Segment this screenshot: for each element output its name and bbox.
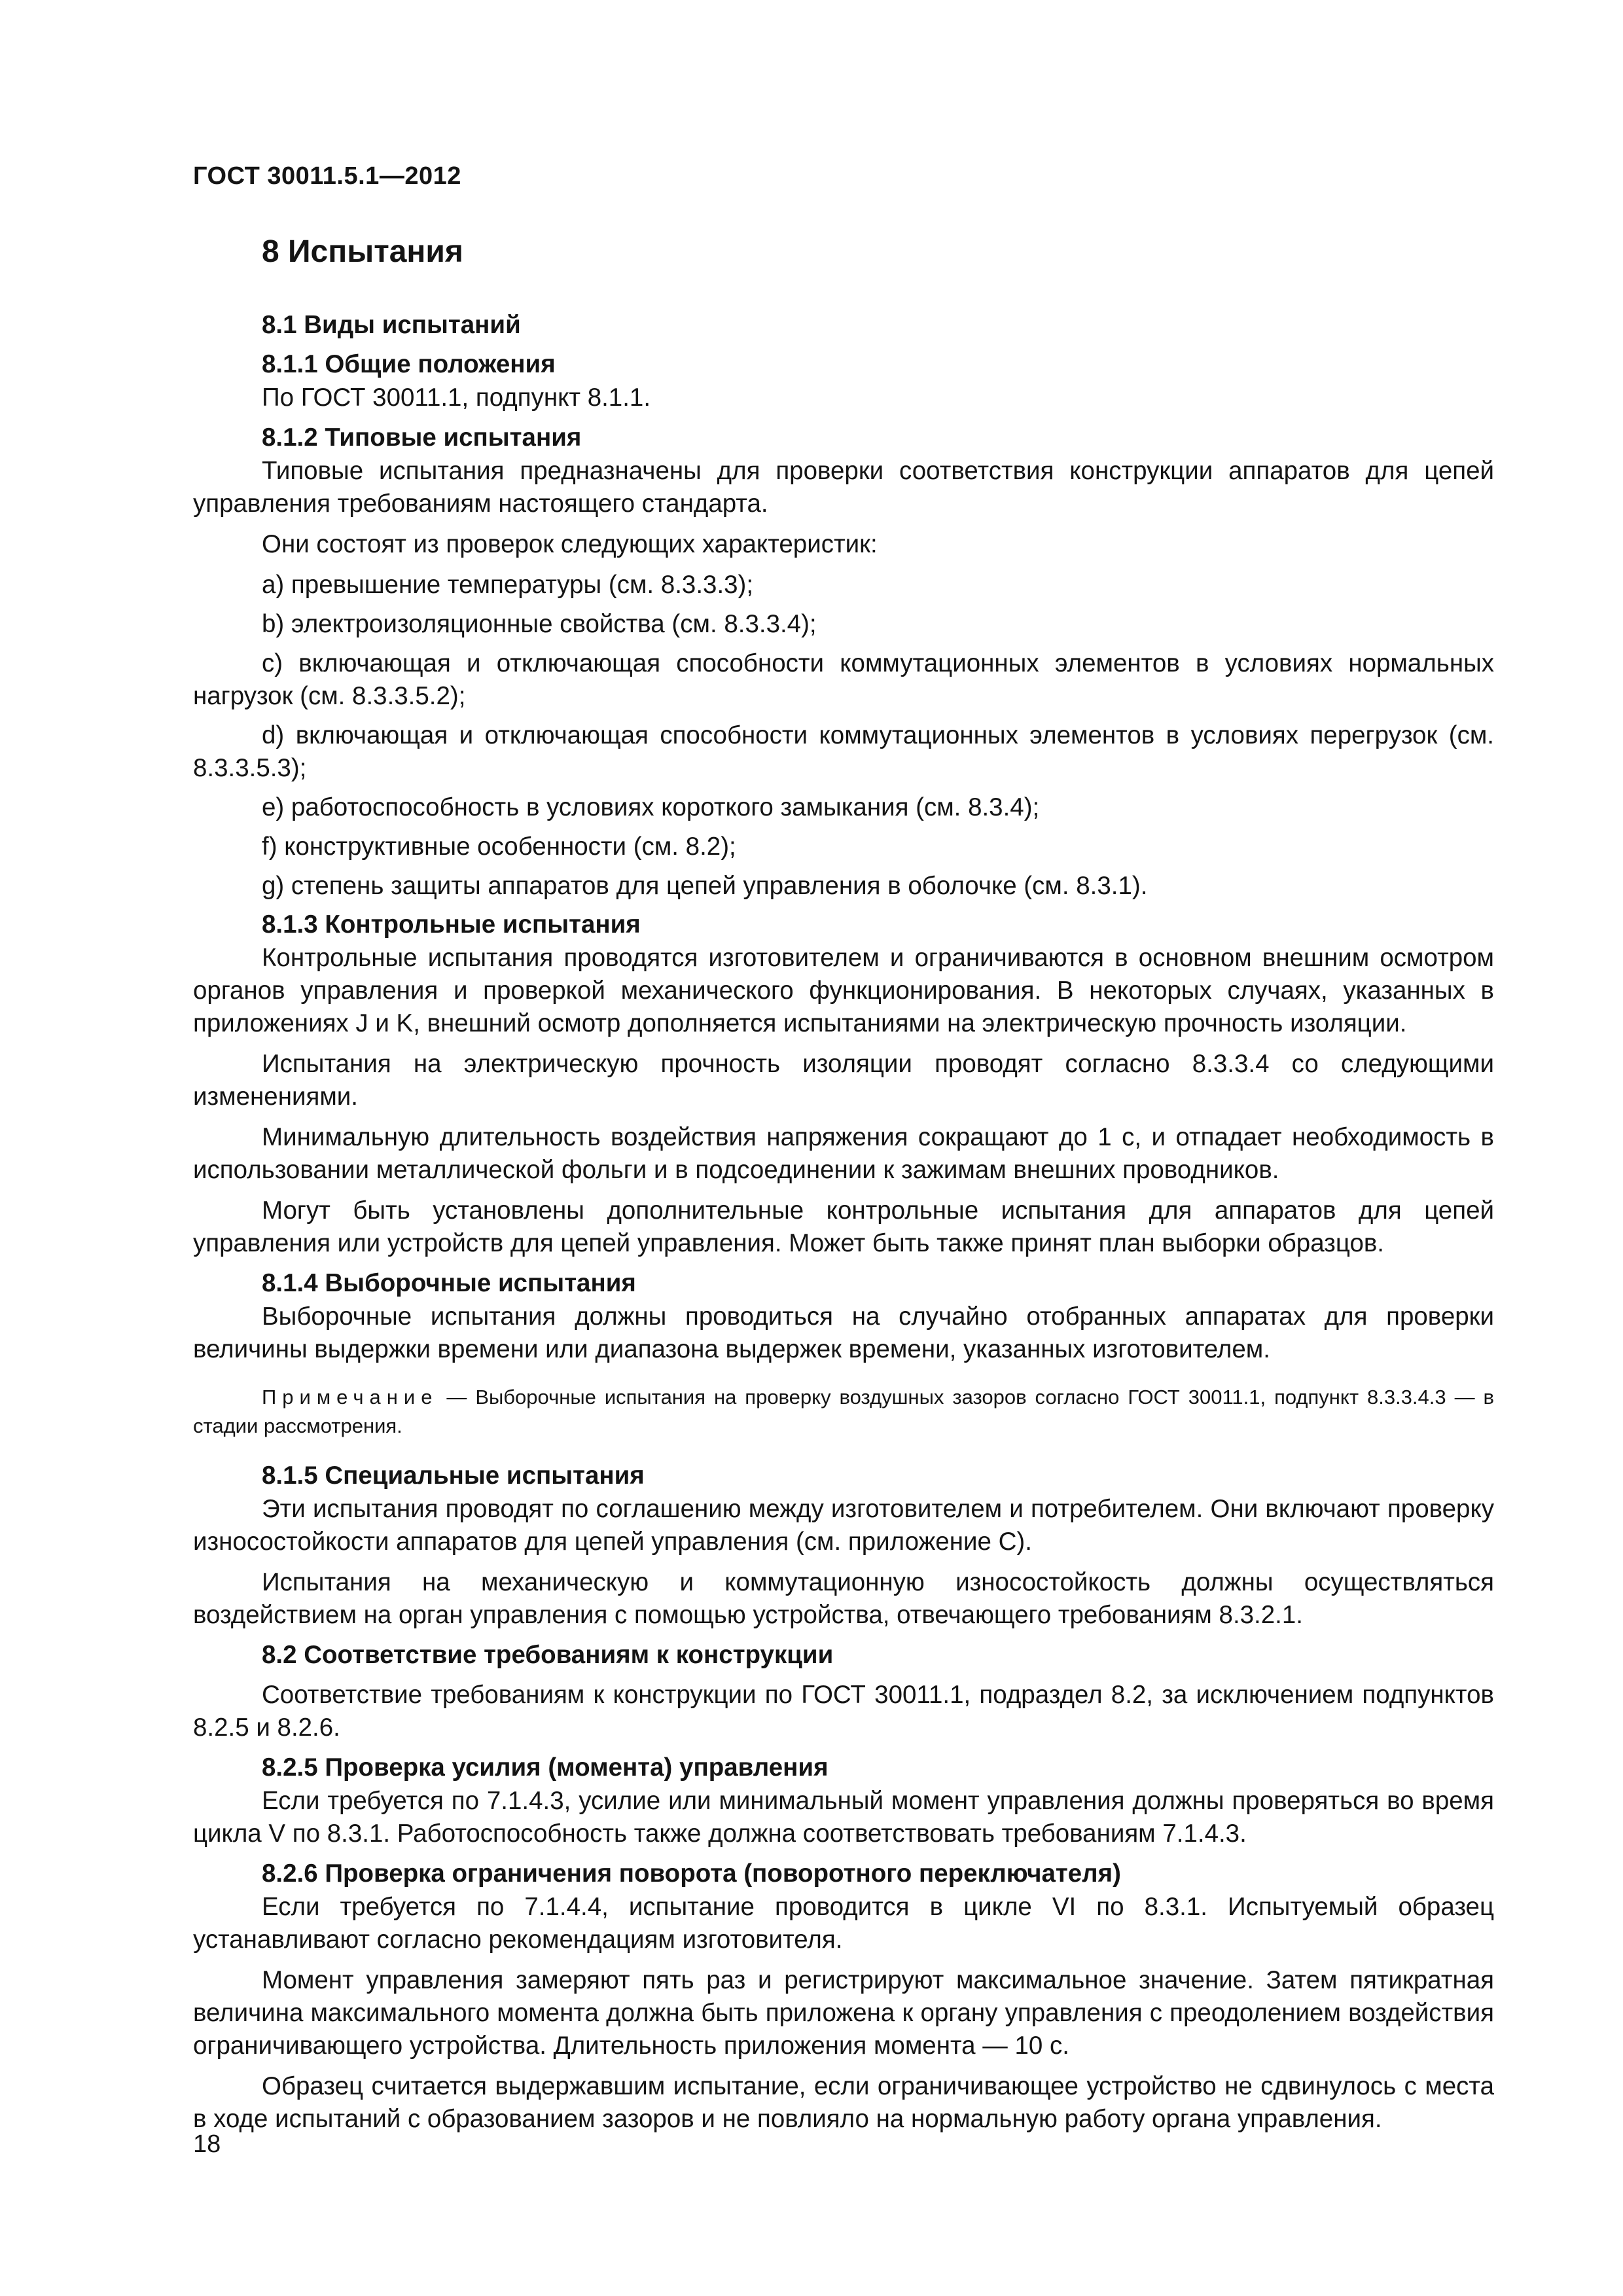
clause-8-2-6-paragraph: Если требуется по 7.1.4.4, испытание проводится в цикле VI по 8.3.1. Испытуемый образец устанавливают согласно рекомендациям изготовителя.	[193, 1893, 1494, 1954]
list-item: g) степень защиты аппаратов для цепей управления в оболочке (см. 8.3.1).	[262, 872, 1148, 900]
list-item: c) включающая и отключающая способности коммутационных элементов в условиях нормальных нагрузок (см. 8.3.3.5.2);	[193, 649, 1494, 710]
clause-8-2-6-paragraph: Образец считается выдержавшим испытание, если ограничивающее устройство не сдвинулось с места в ходе испытаний с образованием зазоров и не повлияло на нормальную работу органа управления.	[193, 2072, 1494, 2133]
clause-8-1-2-paragraph: Они состоят из проверок следующих характеристик:	[262, 530, 878, 558]
list-item: e) работоспособность в условиях короткого замыкания (см. 8.3.4);	[262, 793, 1040, 821]
clause-8-1-1-text: По ГОСТ 30011.1, подпункт 8.1.1.	[262, 384, 651, 412]
note	[193, 1383, 1494, 1441]
list-item: d) включающая и отключающая способности коммутационных элементов в условиях перегрузок (см. 8.3.3.5.3);	[193, 721, 1494, 782]
clause-8-1-3-title: 8.1.3 Контрольные испытания	[262, 910, 641, 939]
clause-8-2-6-paragraph: Момент управления замеряют пять раз и регистрируют максимальное значение. Затем пятикратная величина максимального момента должна быть приложена к органу управления с преодолением воздействия ограничивающего устройства. Длительность приложения момента — 10 с.	[193, 1966, 1494, 2060]
clause-8-2-5-paragraph: Если требуется по 7.1.4.3, усилие или минимальный момент управления должны проверяться во время цикла V по 8.3.1. Работоспособность также должна соответствовать требованиям 7.1.4.3.	[193, 1787, 1494, 1848]
clause-8-1-4-paragraph: Выборочные испытания должны проводиться на случайно отобранных аппаратах для проверки величины выдержки времени или диапазона выдержек времени, указанных изготовителем.	[193, 1302, 1494, 1363]
clause-8-2-5-title: 8.2.5 Проверка усилия (момента) управления	[262, 1753, 829, 1782]
clause-8-2-6-title: 8.2.6 Проверка ограничения поворота (поворотного переключателя)	[262, 1859, 1121, 1888]
clause-8-1-3-paragraph: Контрольные испытания проводятся изготовителем и ограничиваются в основном внешним осмотром органов управления и проверкой механического функционирования. В некоторых случаях, указанных в приложениях J и K, внешний осмотр дополняется испытаниями на электрическую прочность изоляции.	[193, 944, 1494, 1037]
clause-8-1-3-paragraph: Минимальную длительность воздействия напряжения сокращают до 1 с, и отпадает необходимость в использовании металлической фольги и в подсоединении к зажимам внешних проводников.	[193, 1123, 1494, 1184]
clause-8-1-2-title: 8.1.2 Типовые испытания	[262, 423, 582, 452]
list-item: a) превышение температуры (см. 8.3.3.3);	[262, 571, 754, 599]
clause-8-1-2-paragraph: Типовые испытания предназначены для проверки соответствия конструкции аппаратов для цепей управления требованиям настоящего стандарта.	[193, 457, 1494, 518]
clause-8-1-4-title: 8.1.4 Выборочные испытания	[262, 1269, 636, 1297]
clause-8-1-5-title: 8.1.5 Специальные испытания	[262, 1462, 645, 1490]
document-code-header: ГОСТ 30011.5.1—2012	[193, 162, 461, 190]
subsection-8-1-title: 8.1 Виды испытаний	[262, 311, 521, 339]
section-8-title: 8 Испытания	[262, 234, 463, 269]
clause-8-1-3-paragraph: Испытания на электрическую прочность изоляции проводят согласно 8.3.3.4 со следующими изменениями.	[193, 1050, 1494, 1111]
list-item: f) конструктивные особенности (см. 8.2);	[262, 833, 736, 861]
page-content	[193, 219, 1494, 2144]
page-number: 18	[193, 2130, 221, 2158]
clause-8-1-5-paragraph: Эти испытания проводят по соглашению между изготовителем и потребителем. Они включают проверку износостойкости аппаратов для цепей управления (см. приложение С).	[193, 1495, 1494, 1556]
subsection-8-2-title: 8.2 Соответствие требованиям к конструкции	[262, 1641, 834, 1669]
clause-8-1-5-paragraph: Испытания на механическую и коммутационную износостойкость должны осуществляться воздействием на орган управления с помощью устройства, отвечающего требованиям 8.3.2.1.	[193, 1568, 1494, 1629]
clause-8-1-3-paragraph: Могут быть установлены дополнительные контрольные испытания для аппаратов для цепей управления или устройств для цепей управления. Может быть также принят план выборки образцов.	[193, 1196, 1494, 1257]
note-label: Примечание	[262, 1386, 438, 1408]
list-item: b) электроизоляционные свойства (см. 8.3.3.4);	[262, 610, 817, 638]
clause-8-1-1-title: 8.1.1 Общие положения	[262, 350, 556, 378]
subsection-8-2-paragraph: Соответствие требованиям к конструкции по ГОСТ 30011.1, подраздел 8.2, за исключением подпунктов 8.2.5 и 8.2.6.	[193, 1681, 1494, 1742]
note-text: — Выборочные испытания на проверку воздушных зазоров согласно ГОСТ 30011.1, подпункт 8.3.3.4.3 — в стадии рассмотрения.	[193, 1386, 1494, 1437]
